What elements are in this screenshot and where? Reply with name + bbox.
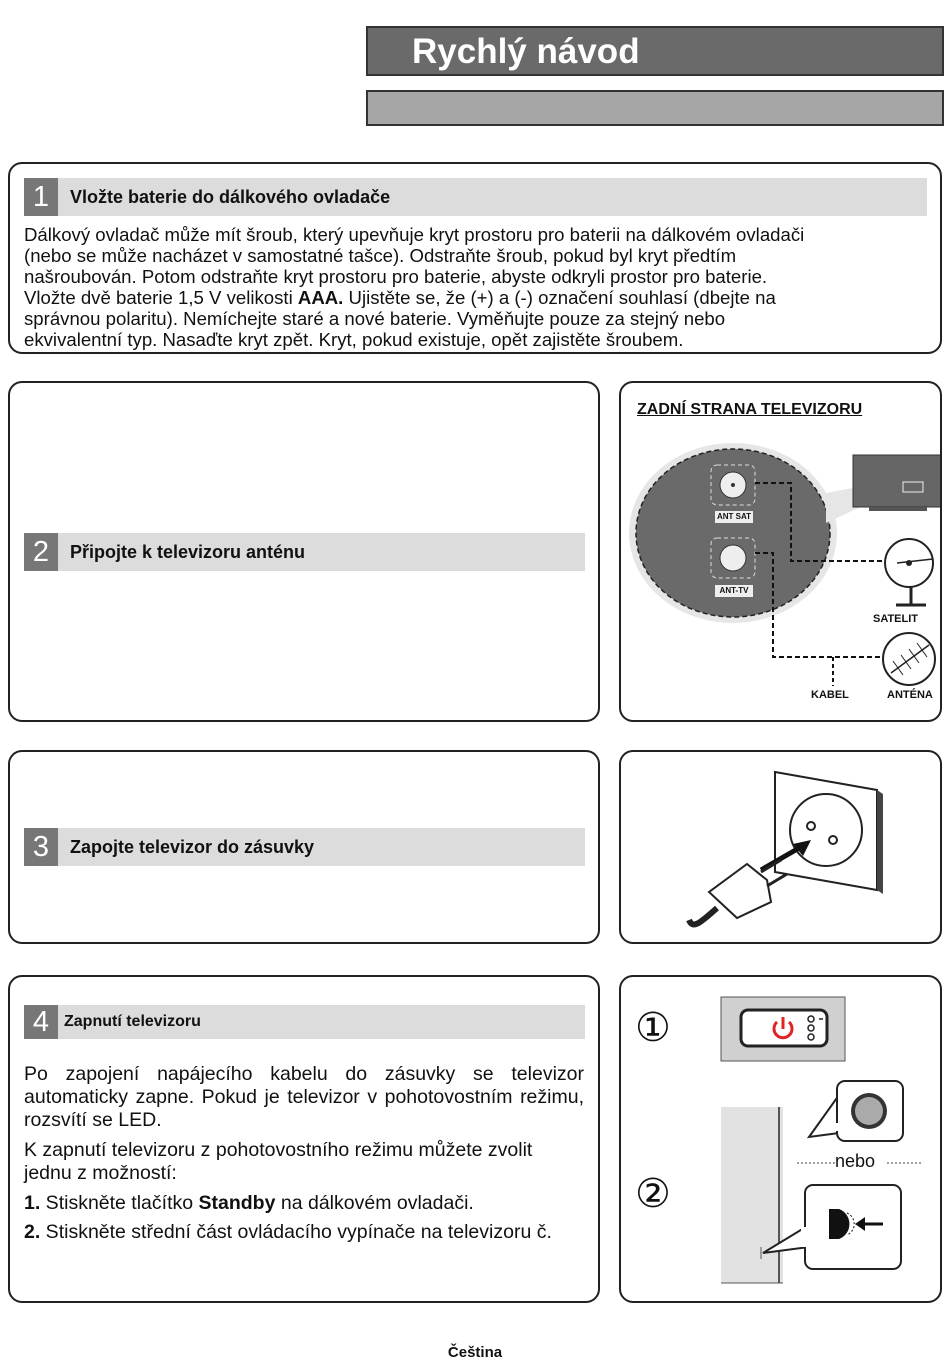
step3-number: 3: [24, 828, 58, 866]
step2-number: 2: [24, 533, 58, 571]
step1-title: Vložte baterie do dálkového ovladače: [70, 187, 391, 207]
step4-item-2: 2. Stiskněte střední část ovládacího vypínače na televizoru č.: [24, 1221, 552, 1243]
antenna-label: ANTÉNA: [887, 689, 933, 701]
step4-number: 4: [24, 1005, 58, 1039]
step3-title: Zapojte televizor do zásuvky: [70, 837, 315, 857]
step1-text: [24, 224, 920, 350]
option-2-marker: ②: [635, 1171, 671, 1217]
subtitle-bar: [366, 90, 944, 126]
step4-paragraph-2: K zapnutí televizoru z pohotovostního režimu můžete zvolit jednu z možností:: [24, 1139, 533, 1184]
satellite-label: SATELIT: [873, 613, 919, 625]
step1-line: ekvivalentní typ. Nasaďte kryt zpět. Kryt, pokud existuje, opět zajistěte šroubem.: [24, 329, 684, 350]
antenna-diagram-box: [619, 381, 942, 722]
step1-line: správnou polaritu). Nemíchejte staré a nové baterie. Vyměňujte pouze za stejný nebo: [24, 308, 726, 329]
step1-line: Dálkový ovladač může mít šroub, který upevňuje kryt prostoru pro baterii na dálkovém ovladači: [24, 224, 805, 245]
socket-diagram-box: [619, 750, 942, 944]
step1-number: 1: [24, 178, 58, 216]
power-diagram-box: [619, 975, 942, 1303]
port-label-ant-sat: ANT SAT: [716, 512, 752, 521]
step1-line: našroubován. Potom odstraňte kryt prostoru pro baterie, abyste odkryli prostor pro baterie.: [24, 266, 768, 287]
port-label-ant-tv: ANT-TV: [719, 586, 749, 595]
step2-title: Připojte k televizoru anténu: [70, 542, 306, 562]
step4-paragraph-1: Po zapojení napájecího kabelu do zásuvky se televizor automaticky zapne. Pokud je televizor v pohotovostním režimu, rozsvítí se LED.: [24, 1063, 584, 1131]
page-title: Rychlý návod: [412, 32, 640, 71]
step3-header: [24, 828, 585, 866]
step4-header: [24, 1005, 585, 1039]
antenna-diagram: [621, 383, 940, 720]
language-footer: Čeština: [447, 1344, 503, 1361]
step4-title: Zapnutí televizoru: [64, 1013, 201, 1030]
socket-plug-illustration: [621, 752, 940, 942]
title-bar: [366, 26, 944, 76]
step1-line: (nebo se může nacházet v samostatné tašce). Odstraňte šroub, pokud byl kryt předtím: [24, 245, 737, 266]
step2-header: [24, 533, 585, 571]
diagram-heading: ZADNÍ STRANA TELEVIZORU: [637, 401, 863, 418]
or-label: nebo: [835, 1151, 876, 1171]
power-illustration: [621, 977, 940, 1301]
cable-label: KABEL: [811, 689, 849, 701]
step1-line: Vložte dvě baterie 1,5 V velikosti AAA. Ujistěte se, že (+) a (-) označení souhlasí (dbejte na: [24, 287, 776, 308]
step4-item-1: 1. Stiskněte tlačítko Standby na dálkovém ovladači.: [24, 1192, 474, 1214]
step1-header: [24, 178, 927, 216]
option-1-marker: ①: [635, 1005, 671, 1051]
